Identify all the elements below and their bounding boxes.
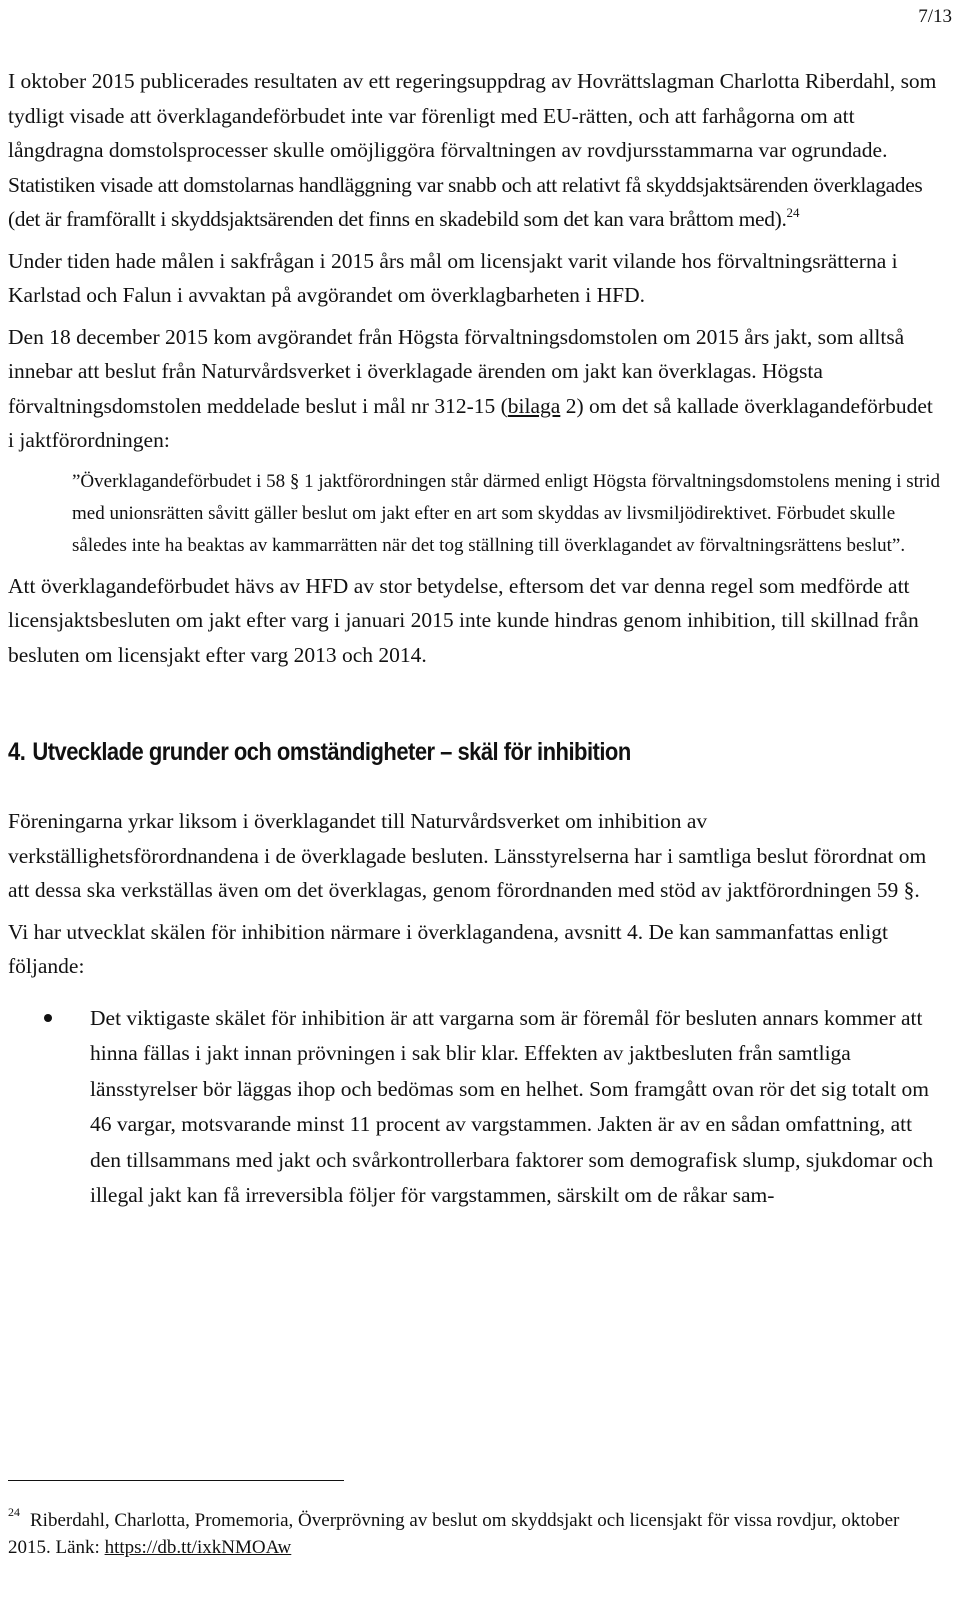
list-item-text: Det viktigaste skälet för inhibition är att vargarna som är föremål för besluten annars kommer att hinna fällas i jakt innan prövningen i sak blir klar. Effekten av jaktbesluten från samtliga länsstyrelser bör läggas ihop och bedömas som en helhet. Som framgått ovan rör det sig totalt om 46 vargar, motsvarande minst 11 procent av vargstammen. Jakten är av en sådan omfattning, att den tillsammans med jakt och svårkontrollerbara faktorer som demografisk slump, sjukdomar och illegal jakt kan få irreversibla följer för vargstammen, särskilt om de råkar sam-	[90, 1005, 934, 1207]
footnote-mark: 24	[8, 1505, 20, 1519]
paragraph-text: I oktober 2015 publicerades resultaten av ett regeringsuppdrag av Hovrättslagman Charlotta Riberdahl, som tydligt visade att överklagandeförbudet inte var förenligt med EU-rätten, och att farhågorna om att långdragna domstolsprocesser skulle omöjliggöra förvaltningen av rovdjursstammarna var ogrundade.	[8, 69, 937, 162]
paragraph-inhibition-request: Föreningarna yrkar liksom i överklagandet till Naturvårdsverket om inhibition av verkställighetsförordnandena i de överklagade besluten. Länsstyrelserna har i samtliga beslut förordnat om att dessa ska verkställas även om det överklagas, genom förordnanden med stöd av jaktförordningen 59 §.	[8, 809, 927, 902]
paragraph-pending-cases: Under tiden hade målen i sakfrågan i 2015 års mål om licensjakt varit vilande hos förvaltningsrätterna i Karlstad och Falun i avvaktan på avgörandet om överklagbarheten i HFD.	[8, 248, 898, 307]
paragraph-riberdahl-report	[8, 64, 944, 237]
footnote-link[interactable]: https://db.tt/ixkNMOAw	[104, 1537, 292, 1558]
page-number: 7/13	[918, 6, 952, 27]
document-body	[8, 64, 944, 1214]
footnote-divider	[8, 1480, 344, 1481]
paragraph-text-statistics: Statistiken visade att domstolarnas handläggning var snabb och att relativt få skyddsjaktsärenden överklagades (det är framförallt i skyddsjaktsärenden det finns en skadebild som det kan vara bråttom med).	[8, 172, 923, 231]
reasons-list	[8, 1001, 944, 1214]
paragraph-text: Den 18 december 2015 kom avgörandet från Högsta förvaltningsdomstolen om 2015 års jakt, som alltså innebar att beslut från Naturvårdsverket i överklagade ärenden om jakt kan överklagas.	[8, 324, 905, 383]
section-title: Utvecklade grunder och omständigheter – skäl för inhibition	[32, 738, 631, 766]
footnote	[8, 1507, 938, 1561]
paragraph-summary-intro: Vi har utvecklat skälen för inhibition närmare i överklagandena, avsnitt 4. De kan sammanfattas enligt följande:	[8, 919, 888, 978]
section-heading	[8, 735, 832, 769]
paragraph-text: Högsta förvaltningsdomstolen meddelade beslut i mål nr 312-15 (	[8, 359, 823, 418]
list-item	[8, 1001, 944, 1214]
bilaga-link[interactable]: bilaga	[507, 393, 561, 418]
bullet-icon	[44, 1014, 52, 1022]
paragraph-significance: Att överklagandeförbudet hävs av HFD av stor betydelse, eftersom det var denna regel som medförde att licensjaktsbesluten om jakt efter varg i januari 2015 inte kunde hindras genom inhibition, till skillnad från besluten om licensjakt efter varg 2013 och 2014.	[8, 573, 919, 667]
block-quote: ”Överklagandeförbudet i 58 § 1 jaktförordningen står därmed enligt Högsta förvaltningsdomstolens mening i strid med unionsrätten såvitt gäller beslut om jakt efter en art som skyddas av livsmiljödirektivet. Förbudet skulle således inte ha beaktas av kammarrätten när det tog ställning till överklagandet av förvaltningsrättens beslut”.	[72, 470, 940, 556]
section-number: 4.	[8, 738, 26, 766]
footnote-reference[interactable]: 24	[786, 205, 800, 220]
footnote-text: Riberdahl, Charlotta, Promemoria, Överprövning av beslut om skyddsjakt och licensjakt för vissa rovdjur, oktober 2015. Länk:	[8, 1510, 900, 1558]
paragraph-hfd-ruling	[8, 320, 944, 458]
paragraph-text: 2) om det så kallade överklagandeförbudet i jaktförordningen:	[8, 393, 933, 452]
